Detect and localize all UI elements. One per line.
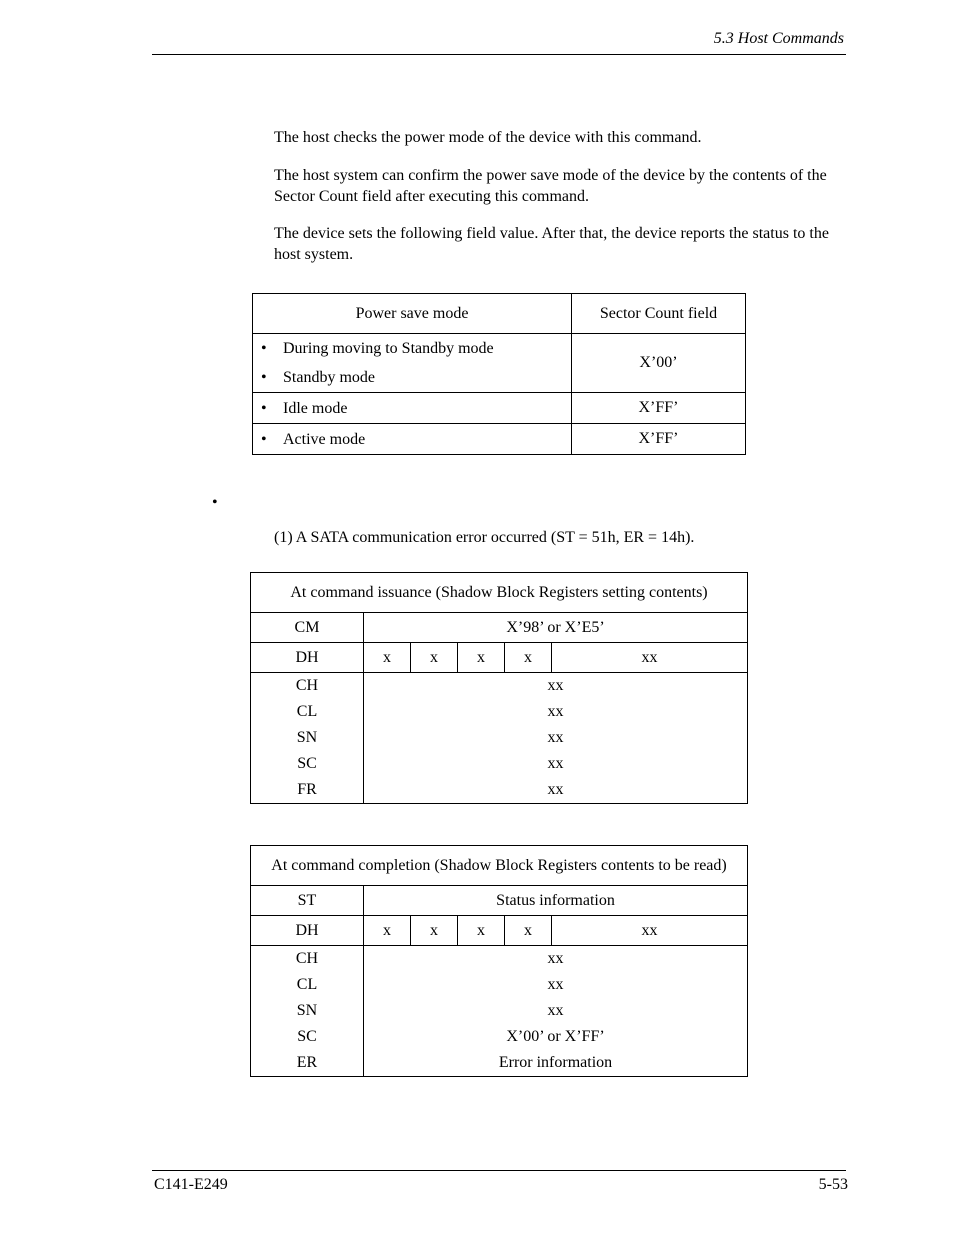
- register-values: [364, 946, 747, 1076]
- power-save-mode-table: [252, 293, 746, 455]
- paragraph-power-mode-check: The host checks the power mode of the device with this command.: [274, 129, 702, 146]
- register-value: xx: [547, 677, 564, 694]
- dh-bit: x: [411, 643, 458, 673]
- dh-bit: x: [505, 916, 552, 946]
- register-value: xx: [547, 1002, 564, 1019]
- command-issuance-table: [250, 572, 748, 804]
- footer-rule: [152, 1170, 846, 1171]
- register-labels: [251, 673, 363, 803]
- table-row: [253, 424, 746, 455]
- register-value: xx: [547, 703, 564, 720]
- sector-count-value: X’FF’: [572, 393, 746, 424]
- register-label: CL: [296, 703, 318, 720]
- list-item: • During moving to Standby mode: [253, 334, 571, 363]
- dh-rest: xx: [552, 916, 748, 946]
- mode-list: [253, 334, 571, 392]
- sector-count-value: X’00’: [572, 334, 746, 393]
- register-label: DH: [251, 643, 364, 673]
- paragraph-field-value: The device sets the following field value. After that, the device reports the status to the host system.: [274, 225, 829, 263]
- register-value: Status information: [364, 886, 748, 916]
- register-label: SC: [297, 1028, 317, 1045]
- dh-bit: x: [458, 916, 505, 946]
- error-item-text: (1) A SATA communication error occurred (ST = 51h, ER = 14h).: [274, 529, 695, 546]
- command-completion-table: [250, 845, 748, 1077]
- col-header-power-save-mode: Power save mode: [253, 294, 572, 334]
- register-label: SN: [296, 1002, 318, 1019]
- table-row: [251, 643, 748, 673]
- paragraph-confirm-mode: The host system can confirm the power save mode of the device by the contents of the Sector Count field after executing this command.: [274, 167, 827, 205]
- col-header-sector-count: Sector Count field: [572, 294, 746, 334]
- register-value: xx: [547, 976, 564, 993]
- register-label: SN: [296, 729, 318, 746]
- table-row: [251, 613, 748, 643]
- dh-bit: x: [364, 916, 411, 946]
- register-label: CM: [251, 613, 364, 643]
- table-title-row: [251, 846, 748, 886]
- mode-list: [253, 425, 571, 454]
- register-label: CL: [296, 976, 318, 993]
- table-row: [251, 673, 748, 804]
- table-title-row: [251, 573, 748, 613]
- register-value: X’98’ or X’E5’: [364, 613, 748, 643]
- table-row: [251, 886, 748, 916]
- table-title: At command completion (Shadow Block Registers contents to be read): [251, 846, 748, 886]
- table-header-row: [253, 294, 746, 334]
- register-label: DH: [251, 916, 364, 946]
- header-rule: [152, 54, 846, 55]
- table-row: [251, 946, 748, 1077]
- bullet-marker: •: [212, 494, 218, 511]
- page-number: 5-53: [818, 1176, 848, 1193]
- sector-count-value: X’FF’: [572, 424, 746, 455]
- register-labels: [251, 946, 363, 1076]
- table-row: [253, 334, 746, 393]
- register-value: xx: [547, 755, 564, 772]
- dh-rest: xx: [552, 643, 748, 673]
- dh-bit: x: [364, 643, 411, 673]
- register-label: ST: [251, 886, 364, 916]
- register-value: xx: [547, 781, 564, 798]
- register-values: [364, 673, 747, 803]
- register-value: X’00’ or X’FF’: [506, 1028, 605, 1045]
- register-label: CH: [295, 677, 319, 694]
- register-label: CH: [295, 950, 319, 967]
- table-row: [253, 393, 746, 424]
- dh-bit: x: [411, 916, 458, 946]
- dh-bit: x: [458, 643, 505, 673]
- document-id: C141-E249: [154, 1176, 228, 1193]
- register-label: ER: [296, 1054, 318, 1071]
- mode-list: [253, 394, 571, 423]
- list-item: • Idle mode: [253, 394, 571, 423]
- register-value: Error information: [498, 1054, 613, 1071]
- list-item: • Standby mode: [253, 363, 571, 392]
- register-label: FR: [297, 781, 317, 798]
- running-header: 5.3 Host Commands: [713, 30, 844, 47]
- table-row: [251, 916, 748, 946]
- register-label: SC: [297, 755, 317, 772]
- list-item: • Active mode: [253, 425, 571, 454]
- dh-bit: x: [505, 643, 552, 673]
- register-value: xx: [547, 729, 564, 746]
- table-title: At command issuance (Shadow Block Registers setting contents): [251, 573, 748, 613]
- register-value: xx: [547, 950, 564, 967]
